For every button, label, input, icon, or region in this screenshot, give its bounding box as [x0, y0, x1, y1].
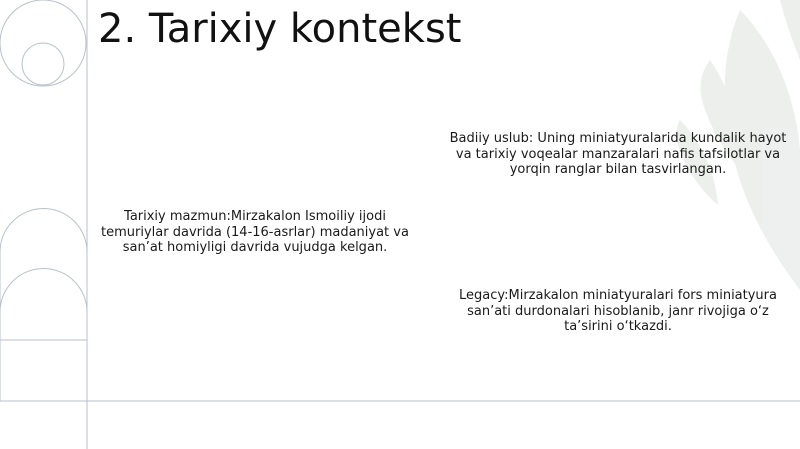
artistic-style-text: Badiiy uslub: Uning miniatyuralarida kundalik hayot va tarixiy voqealar manzaralari nafis tafsilotlar va yorqin ranglar bilan tasvirlangan.: [449, 131, 787, 177]
historical-content-text: Tarixiy mazmun:Mirzakalon Ismoiliy ijodi temuriylar davrida (14-16-asrlar) madaniyat va san’at homiyligi davrida vujudga kelgan.: [101, 209, 409, 255]
slide-title: 2. Tarixiy kontekst: [98, 6, 462, 52]
lower-arch: [0, 269, 87, 313]
upper-arch: [0, 208, 87, 252]
legacy-text: Legacy:Mirzakalon miniatyuralari fors miniatyura san’ati durdonalari hisoblanib, janr rivojiga o‘z ta’sirini o‘tkazdi.: [459, 288, 777, 334]
inner-circle: [22, 43, 64, 85]
